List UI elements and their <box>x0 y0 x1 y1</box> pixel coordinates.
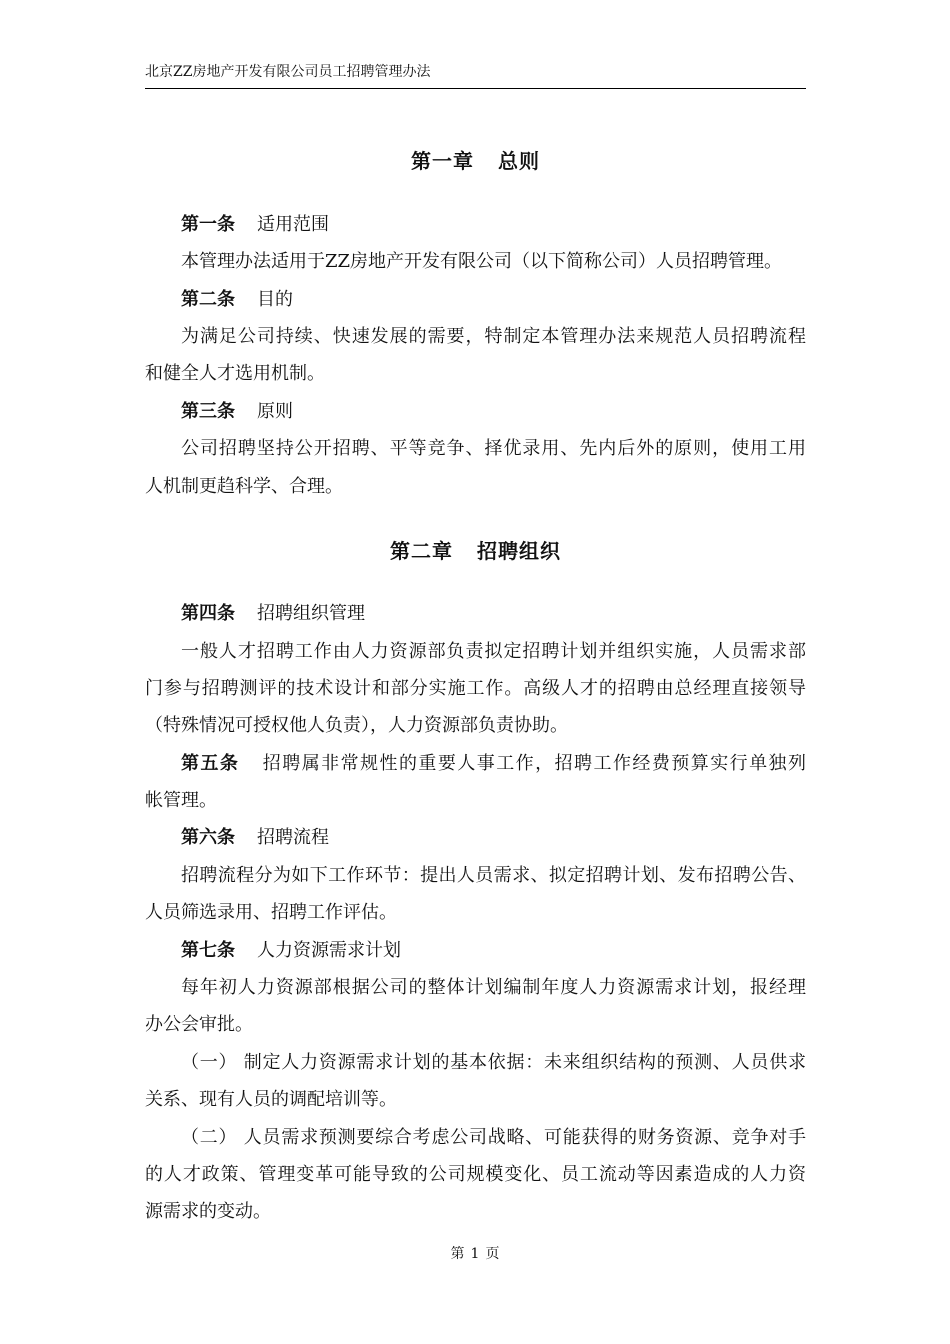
article-heading-2 <box>181 287 806 313</box>
paragraph-line: 的人才政策、管理变革可能导致的公司规模变化、员工流动等因素造成的人力资 <box>145 1164 806 1185</box>
paragraph-line: 关系、现有人员的调配培训等。 <box>145 1089 397 1110</box>
page-prefix: 第 <box>450 1246 465 1262</box>
article-heading-5 <box>181 751 806 777</box>
list-item-2: （二） 人员需求预测要综合考虑公司战略、可能获得的财务资源、竞争对手 <box>181 1127 806 1148</box>
article-label: 第三条 <box>181 401 235 422</box>
paragraph-line: 源需求的变动。 <box>145 1201 271 1222</box>
paragraph-line: 本管理办法适用于ZZ房地产开发有限公司（以下简称公司）人员招聘管理。 <box>181 251 783 272</box>
paragraph-line: 招聘流程分为如下工作环节：提出人员需求、拟定招聘计划、发布招聘公告、 <box>181 865 806 886</box>
article-label: 第一条 <box>181 214 235 235</box>
header-title: 北京ZZ房地产开发有限公司员工招聘管理办法 <box>145 64 431 80</box>
paragraph-line: 为满足公司持续、快速发展的需要，特制定本管理办法来规范人员招聘流程 <box>181 326 806 347</box>
article-heading-3 <box>181 399 806 425</box>
paragraph-line: 人机制更趋科学、合理。 <box>145 476 343 497</box>
article-label: 第四条 <box>181 603 235 624</box>
chapter-title: 总则 <box>498 149 540 173</box>
article-label: 第二条 <box>181 289 235 310</box>
article-title: 原则 <box>257 401 293 422</box>
article-heading-1 <box>181 212 806 238</box>
chapter-number: 第二章 <box>390 539 453 563</box>
paragraph-line: 每年初人力资源部根据公司的整体计划编制年度人力资源需求计划，报经理 <box>181 977 806 998</box>
chapter-heading-2 <box>145 537 806 565</box>
chapter-heading-1 <box>145 147 806 175</box>
list-item-1: （一） 制定人力资源需求计划的基本依据：未来组织结构的预测、人员供求 <box>181 1052 806 1073</box>
article-title: 目的 <box>257 289 293 310</box>
page-header <box>145 62 806 89</box>
paragraph-line: 和健全人才选用机制。 <box>145 363 325 384</box>
page-number: 1 <box>470 1246 480 1262</box>
article-title: 招聘属非常规性的重要人事工作，招聘工作经费预算实行单独列 <box>261 753 807 774</box>
page-footer <box>0 1244 950 1264</box>
article-label: 第七条 <box>181 940 235 961</box>
article-heading-4 <box>181 601 806 627</box>
paragraph-line: 人员筛选录用、招聘工作评估。 <box>145 902 397 923</box>
paragraph-line: 帐管理。 <box>145 790 217 811</box>
paragraph-line: 公司招聘坚持公开招聘、平等竞争、择优录用、先内后外的原则，使用工用 <box>181 438 806 459</box>
article-heading-6 <box>181 825 806 851</box>
article-heading-7 <box>181 938 806 964</box>
paragraph-line: （特殊情况可授权他人负责），人力资源部负责协助。 <box>145 715 568 736</box>
article-title: 招聘组织管理 <box>257 603 365 624</box>
page-suffix: 页 <box>485 1246 500 1262</box>
chapter-number: 第一章 <box>411 149 474 173</box>
article-title: 适用范围 <box>257 214 329 235</box>
article-title: 人力资源需求计划 <box>257 940 401 961</box>
paragraph-line: 门参与招聘测评的技术设计和部分实施工作。高级人才的招聘由总经理直接领导 <box>145 678 806 699</box>
paragraph-line: 一般人才招聘工作由人力资源部负责拟定招聘计划并组织实施，人员需求部 <box>181 641 806 662</box>
article-title: 招聘流程 <box>257 827 329 848</box>
paragraph-line: 办公会审批。 <box>145 1014 253 1035</box>
article-label: 第五条 <box>181 753 240 774</box>
chapter-title: 招聘组织 <box>477 539 561 563</box>
article-label: 第六条 <box>181 827 235 848</box>
